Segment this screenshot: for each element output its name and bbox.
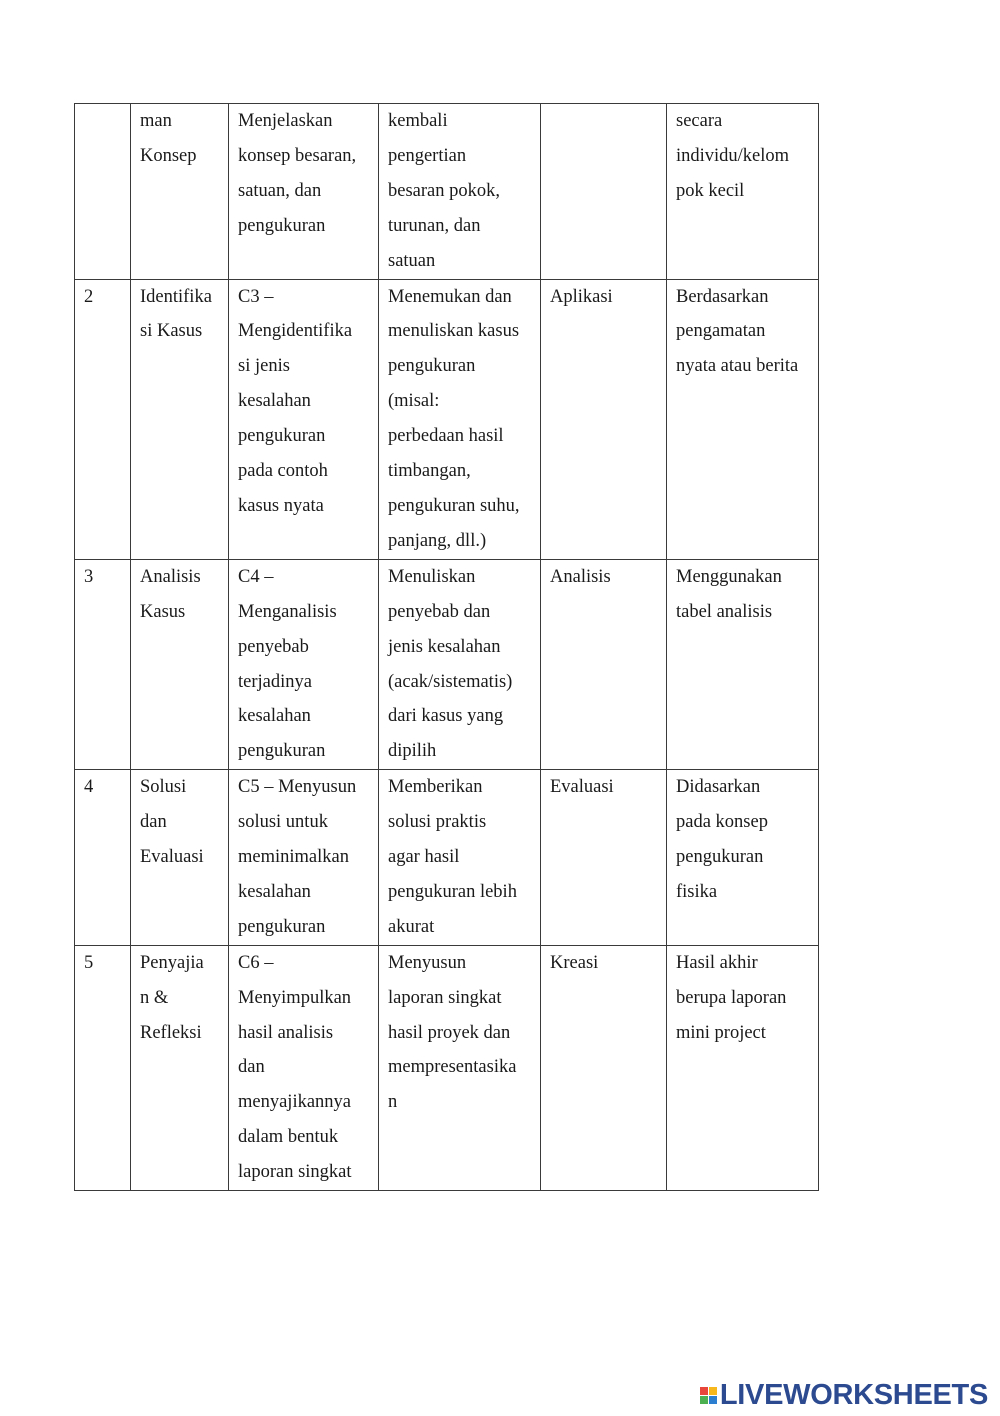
cell-ranah: Evaluasi xyxy=(541,770,667,946)
cell-aktivitas: Memberikan solusi praktis agar hasil pengukuran lebih akurat xyxy=(379,770,541,946)
table-row xyxy=(75,945,819,1190)
table-row xyxy=(75,559,819,769)
cell-ranah: Kreasi xyxy=(541,945,667,1190)
cell-tahap: Identifika si Kasus xyxy=(131,279,229,559)
cell-keterangan: Didasarkan pada konsep pengukuran fisika xyxy=(667,770,819,946)
cell-tujuan: Menjelaskan konsep besaran, satuan, dan pengukuran xyxy=(229,104,379,280)
cell-tahap: Solusi dan Evaluasi xyxy=(131,770,229,946)
cell-no: 5 xyxy=(75,945,131,1190)
cell-keterangan: Menggunakan tabel analisis xyxy=(667,559,819,769)
cell-aktivitas: Menuliskan penyebab dan jenis kesalahan (acak/sistematis) dari kasus yang dipilih xyxy=(379,559,541,769)
cell-no: 3 xyxy=(75,559,131,769)
cell-keterangan: Berdasarkan pengamatan nyata atau berita xyxy=(667,279,819,559)
watermark-text: LIVEWORKSHEETS xyxy=(719,1379,988,1411)
cell-aktivitas: Menyusun laporan singkat hasil proyek dan mempresentasika n xyxy=(379,945,541,1190)
cell-ranah: Aplikasi xyxy=(541,279,667,559)
cell-ranah xyxy=(541,104,667,280)
cell-tahap: Analisis Kasus xyxy=(131,559,229,769)
cell-keterangan: secara individu/kelom pok kecil xyxy=(667,104,819,280)
table-row xyxy=(75,279,819,559)
logo-square xyxy=(700,1387,708,1395)
logo-square xyxy=(709,1396,717,1404)
lesson-steps-table xyxy=(74,103,819,1191)
cell-tahap: man Konsep xyxy=(131,104,229,280)
cell-tujuan: C4 – Menganalisis penyebab terjadinya kesalahan pengukuran xyxy=(229,559,379,769)
table-row xyxy=(75,770,819,946)
cell-tujuan: C6 – Menyimpulkan hasil analisis dan menyajikannya dalam bentuk laporan singkat xyxy=(229,945,379,1190)
cell-aktivitas: Menemukan dan menuliskan kasus pengukuran (misal: perbedaan hasil timbangan, pengukuran suhu, panjang, dll.) xyxy=(379,279,541,559)
cell-no: 4 xyxy=(75,770,131,946)
cell-no: 2 xyxy=(75,279,131,559)
table-row xyxy=(75,104,819,280)
cell-no xyxy=(75,104,131,280)
logo-square xyxy=(709,1387,717,1395)
logo-square xyxy=(700,1396,708,1404)
cell-tahap: Penyajia n & Refleksi xyxy=(131,945,229,1190)
liveworksheets-watermark xyxy=(700,1381,988,1410)
cell-tujuan: C3 – Mengidentifika si jenis kesalahan pengukuran pada contoh kasus nyata xyxy=(229,279,379,559)
liveworksheets-logo-icon xyxy=(700,1387,717,1404)
cell-aktivitas: kembali pengertian besaran pokok, turunan, dan satuan xyxy=(379,104,541,280)
cell-keterangan: Hasil akhir berupa laporan mini project xyxy=(667,945,819,1190)
cell-tujuan: C5 – Menyusun solusi untuk meminimalkan kesalahan pengukuran xyxy=(229,770,379,946)
cell-ranah: Analisis xyxy=(541,559,667,769)
